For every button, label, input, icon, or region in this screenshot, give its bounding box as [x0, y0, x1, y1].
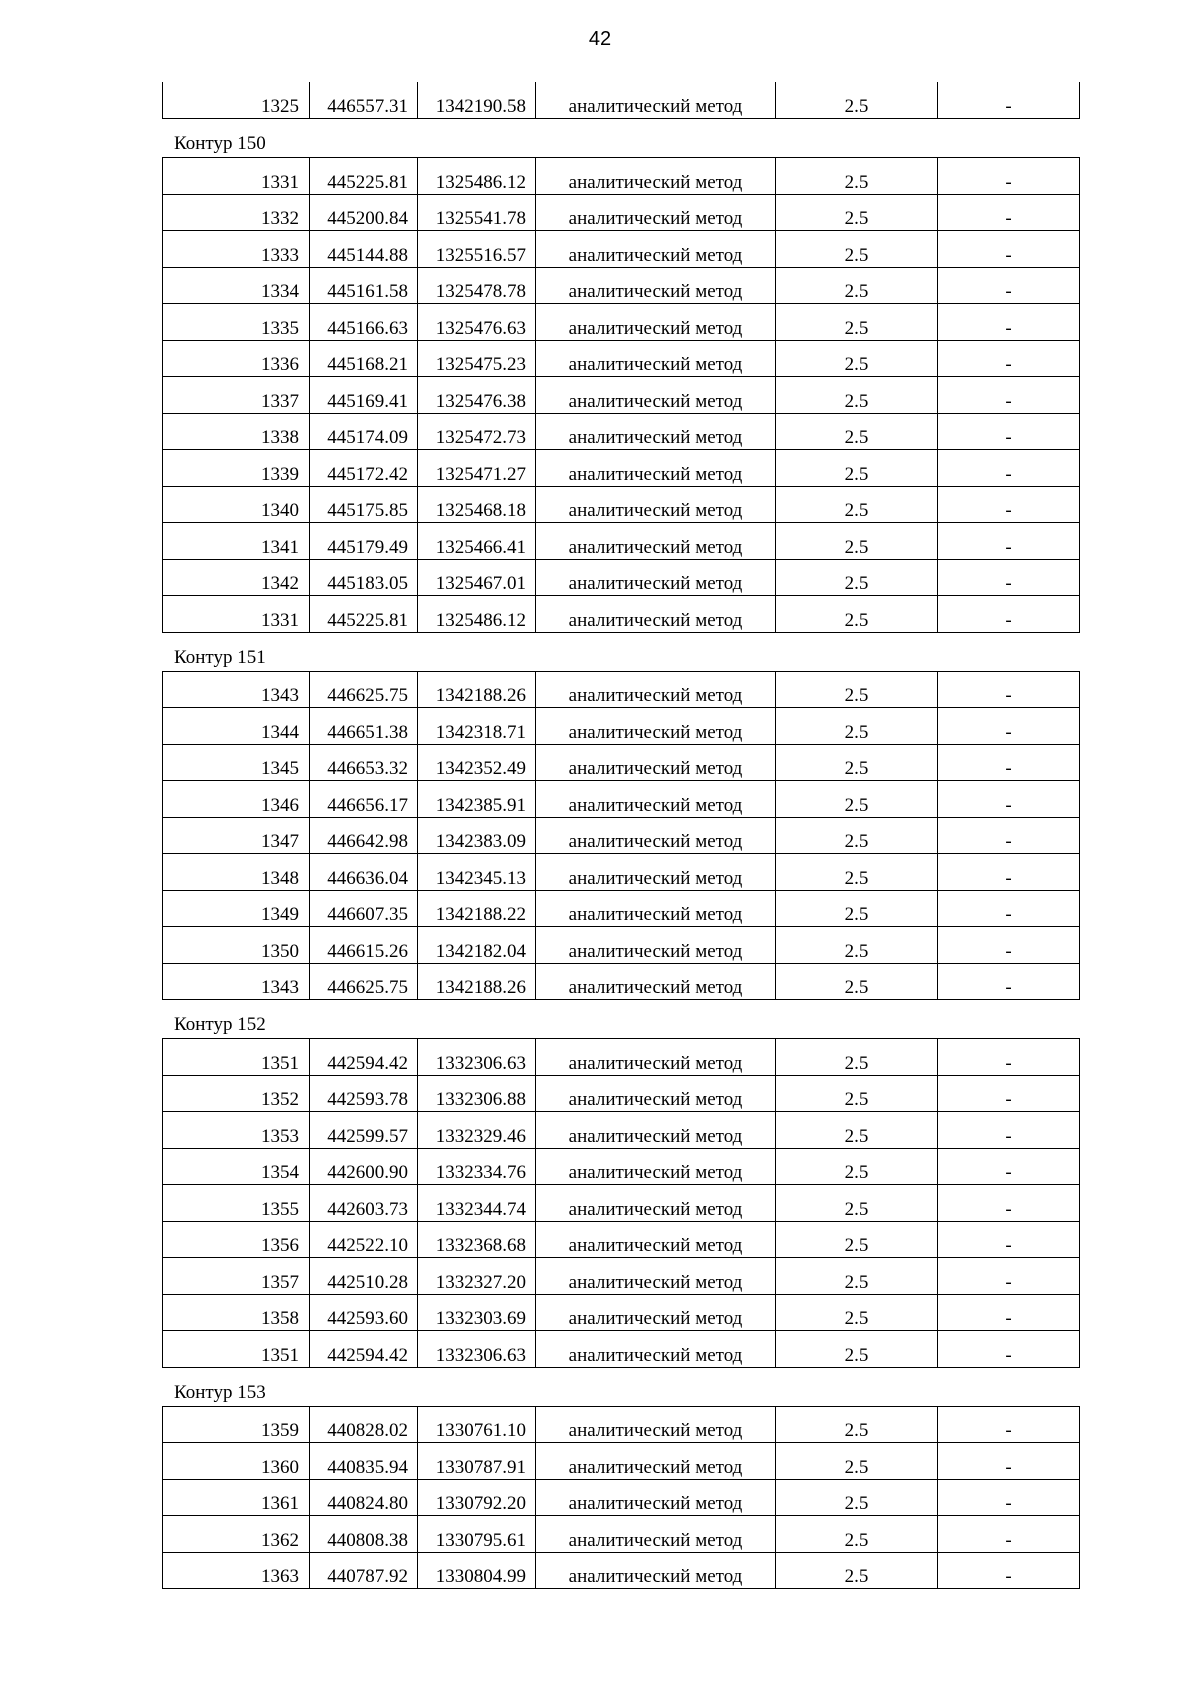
y-coordinate-cell: 1325516.57 — [418, 231, 536, 268]
extra-cell: - — [938, 158, 1080, 195]
extra-cell: - — [938, 413, 1080, 450]
accuracy-cell: 2.5 — [776, 1552, 938, 1589]
table-row — [163, 377, 1080, 414]
table-row — [163, 304, 1080, 341]
point-number-cell: 1348 — [163, 854, 310, 891]
table-row — [163, 1185, 1080, 1222]
accuracy-cell: 2.5 — [776, 1406, 938, 1443]
accuracy-cell: 2.5 — [776, 890, 938, 927]
table-row — [163, 1148, 1080, 1185]
point-number-cell: 1347 — [163, 817, 310, 854]
y-coordinate-cell: 1325468.18 — [418, 486, 536, 523]
method-cell: аналитический метод — [536, 413, 776, 450]
y-coordinate-cell: 1325478.78 — [418, 267, 536, 304]
x-coordinate-cell: 445225.81 — [310, 596, 418, 633]
accuracy-cell: 2.5 — [776, 1039, 938, 1076]
table-row — [163, 854, 1080, 891]
extra-cell: - — [938, 1039, 1080, 1076]
accuracy-cell: 2.5 — [776, 1294, 938, 1331]
extra-cell: - — [938, 267, 1080, 304]
x-coordinate-cell: 445200.84 — [310, 194, 418, 231]
x-coordinate-cell: 442510.28 — [310, 1258, 418, 1295]
y-coordinate-cell: 1325476.38 — [418, 377, 536, 414]
extra-cell: - — [938, 817, 1080, 854]
method-cell: аналитический метод — [536, 1294, 776, 1331]
y-coordinate-cell: 1325475.23 — [418, 340, 536, 377]
y-coordinate-cell: 1325467.01 — [418, 559, 536, 596]
y-coordinate-cell: 1332368.68 — [418, 1221, 536, 1258]
x-coordinate-cell: 440824.80 — [310, 1479, 418, 1516]
point-number-cell: 1344 — [163, 708, 310, 745]
extra-cell: - — [938, 1331, 1080, 1368]
point-number-cell: 1331 — [163, 596, 310, 633]
accuracy-cell: 2.5 — [776, 927, 938, 964]
method-cell: аналитический метод — [536, 1185, 776, 1222]
table-row — [163, 708, 1080, 745]
accuracy-cell: 2.5 — [776, 854, 938, 891]
x-coordinate-cell: 445172.42 — [310, 450, 418, 487]
point-number-cell: 1325 — [163, 82, 310, 119]
accuracy-cell: 2.5 — [776, 963, 938, 1000]
method-cell: аналитический метод — [536, 963, 776, 1000]
accuracy-cell: 2.5 — [776, 559, 938, 596]
contour-title: Контур 150 — [174, 133, 266, 154]
coordinates-table — [162, 1038, 1080, 1368]
extra-cell: - — [938, 781, 1080, 818]
accuracy-cell: 2.5 — [776, 781, 938, 818]
method-cell: аналитический метод — [536, 708, 776, 745]
accuracy-cell: 2.5 — [776, 523, 938, 560]
x-coordinate-cell: 442603.73 — [310, 1185, 418, 1222]
extra-cell: - — [938, 1221, 1080, 1258]
point-number-cell: 1336 — [163, 340, 310, 377]
x-coordinate-cell: 442593.78 — [310, 1075, 418, 1112]
point-number-cell: 1351 — [163, 1039, 310, 1076]
extra-cell: - — [938, 671, 1080, 708]
point-number-cell: 1350 — [163, 927, 310, 964]
accuracy-cell: 2.5 — [776, 82, 938, 119]
method-cell: аналитический метод — [536, 1406, 776, 1443]
y-coordinate-cell: 1332327.20 — [418, 1258, 536, 1295]
accuracy-cell: 2.5 — [776, 413, 938, 450]
table-row — [163, 671, 1080, 708]
y-coordinate-cell: 1342182.04 — [418, 927, 536, 964]
accuracy-cell: 2.5 — [776, 1443, 938, 1480]
accuracy-cell: 2.5 — [776, 744, 938, 781]
method-cell: аналитический метод — [536, 1516, 776, 1553]
table-row — [163, 523, 1080, 560]
point-number-cell: 1343 — [163, 963, 310, 1000]
page-number: 42 — [588, 28, 612, 50]
point-number-cell: 1361 — [163, 1479, 310, 1516]
x-coordinate-cell: 445179.49 — [310, 523, 418, 560]
extra-cell: - — [938, 963, 1080, 1000]
x-coordinate-cell: 440835.94 — [310, 1443, 418, 1480]
point-number-cell: 1338 — [163, 413, 310, 450]
table-row — [163, 781, 1080, 818]
accuracy-cell: 2.5 — [776, 194, 938, 231]
accuracy-cell: 2.5 — [776, 267, 938, 304]
table-row — [163, 890, 1080, 927]
table-row — [163, 1443, 1080, 1480]
method-cell: аналитический метод — [536, 596, 776, 633]
method-cell: аналитический метод — [536, 523, 776, 560]
y-coordinate-cell: 1332303.69 — [418, 1294, 536, 1331]
table-row — [163, 450, 1080, 487]
table-row — [163, 1406, 1080, 1443]
accuracy-cell: 2.5 — [776, 1112, 938, 1149]
extra-cell: - — [938, 744, 1080, 781]
x-coordinate-cell: 442593.60 — [310, 1294, 418, 1331]
y-coordinate-cell: 1332344.74 — [418, 1185, 536, 1222]
point-number-cell: 1342 — [163, 559, 310, 596]
contour-title: Контур 152 — [174, 1014, 266, 1035]
extra-cell: - — [938, 523, 1080, 560]
table-row — [163, 413, 1080, 450]
point-number-cell: 1351 — [163, 1331, 310, 1368]
extra-cell: - — [938, 1185, 1080, 1222]
method-cell: аналитический метод — [536, 854, 776, 891]
contour-title: Контур 151 — [174, 646, 266, 668]
extra-cell: - — [938, 927, 1080, 964]
extra-cell: - — [938, 708, 1080, 745]
y-coordinate-cell: 1342345.13 — [418, 854, 536, 891]
accuracy-cell: 2.5 — [776, 304, 938, 341]
x-coordinate-cell: 445161.58 — [310, 267, 418, 304]
contour-title: Контур 153 — [174, 1381, 266, 1403]
x-coordinate-cell: 446636.04 — [310, 854, 418, 891]
method-cell: аналитический метод — [536, 1112, 776, 1149]
table-row — [163, 1552, 1080, 1589]
table-row — [163, 1075, 1080, 1112]
table-row — [163, 927, 1080, 964]
y-coordinate-cell: 1342385.91 — [418, 781, 536, 818]
extra-cell: - — [938, 1075, 1080, 1112]
extra-cell: - — [938, 231, 1080, 268]
point-number-cell: 1358 — [163, 1294, 310, 1331]
y-coordinate-cell: 1325486.12 — [418, 596, 536, 633]
extra-cell: - — [938, 596, 1080, 633]
extra-cell: - — [938, 304, 1080, 341]
point-number-cell: 1363 — [163, 1552, 310, 1589]
method-cell: аналитический метод — [536, 927, 776, 964]
x-coordinate-cell: 445144.88 — [310, 231, 418, 268]
method-cell: аналитический метод — [536, 1331, 776, 1368]
document-body — [162, 82, 1079, 1589]
coordinates-table — [162, 1406, 1080, 1590]
table-row — [163, 158, 1080, 195]
method-cell: аналитический метод — [536, 377, 776, 414]
accuracy-cell: 2.5 — [776, 671, 938, 708]
point-number-cell: 1345 — [163, 744, 310, 781]
accuracy-cell: 2.5 — [776, 231, 938, 268]
method-cell: аналитический метод — [536, 82, 776, 119]
table-row — [163, 559, 1080, 596]
coordinates-table — [162, 157, 1080, 633]
table-row — [163, 1258, 1080, 1295]
method-cell: аналитический метод — [536, 340, 776, 377]
x-coordinate-cell: 446607.35 — [310, 890, 418, 927]
point-number-cell: 1357 — [163, 1258, 310, 1295]
x-coordinate-cell: 445169.41 — [310, 377, 418, 414]
method-cell: аналитический метод — [536, 267, 776, 304]
accuracy-cell: 2.5 — [776, 1185, 938, 1222]
y-coordinate-cell: 1325472.73 — [418, 413, 536, 450]
point-number-cell: 1356 — [163, 1221, 310, 1258]
method-cell: аналитический метод — [536, 817, 776, 854]
method-cell: аналитический метод — [536, 1479, 776, 1516]
table-row — [163, 267, 1080, 304]
point-number-cell: 1343 — [163, 671, 310, 708]
accuracy-cell: 2.5 — [776, 340, 938, 377]
y-coordinate-cell: 1325471.27 — [418, 450, 536, 487]
accuracy-cell: 2.5 — [776, 1221, 938, 1258]
y-coordinate-cell: 1342318.71 — [418, 708, 536, 745]
method-cell: аналитический метод — [536, 1258, 776, 1295]
extra-cell: - — [938, 486, 1080, 523]
table-row — [163, 596, 1080, 633]
method-cell: аналитический метод — [536, 450, 776, 487]
extra-cell: - — [938, 450, 1080, 487]
x-coordinate-cell: 445183.05 — [310, 559, 418, 596]
y-coordinate-cell: 1342383.09 — [418, 817, 536, 854]
table-row — [163, 817, 1080, 854]
point-number-cell: 1341 — [163, 523, 310, 560]
point-number-cell: 1332 — [163, 194, 310, 231]
coordinates-table — [162, 671, 1080, 1001]
y-coordinate-cell: 1332306.63 — [418, 1331, 536, 1368]
accuracy-cell: 2.5 — [776, 450, 938, 487]
table-row — [163, 1479, 1080, 1516]
accuracy-cell: 2.5 — [776, 1148, 938, 1185]
y-coordinate-cell: 1332306.88 — [418, 1075, 536, 1112]
point-number-cell: 1359 — [163, 1406, 310, 1443]
point-number-cell: 1354 — [163, 1148, 310, 1185]
y-coordinate-cell: 1342352.49 — [418, 744, 536, 781]
x-coordinate-cell: 440787.92 — [310, 1552, 418, 1589]
accuracy-cell: 2.5 — [776, 1479, 938, 1516]
y-coordinate-cell: 1325466.41 — [418, 523, 536, 560]
y-coordinate-cell: 1342188.22 — [418, 890, 536, 927]
point-number-cell: 1353 — [163, 1112, 310, 1149]
table-row — [163, 486, 1080, 523]
x-coordinate-cell: 446557.31 — [310, 82, 418, 119]
point-number-cell: 1346 — [163, 781, 310, 818]
table-row — [163, 963, 1080, 1000]
extra-cell: - — [938, 1148, 1080, 1185]
extra-cell: - — [938, 377, 1080, 414]
method-cell: аналитический метод — [536, 1039, 776, 1076]
method-cell: аналитический метод — [536, 890, 776, 927]
x-coordinate-cell: 446653.32 — [310, 744, 418, 781]
extra-cell: - — [938, 1112, 1080, 1149]
y-coordinate-cell: 1330787.91 — [418, 1443, 536, 1480]
point-number-cell: 1339 — [163, 450, 310, 487]
method-cell: аналитический метод — [536, 231, 776, 268]
x-coordinate-cell: 446642.98 — [310, 817, 418, 854]
method-cell: аналитический метод — [536, 781, 776, 818]
y-coordinate-cell: 1342188.26 — [418, 963, 536, 1000]
point-number-cell: 1349 — [163, 890, 310, 927]
point-number-cell: 1335 — [163, 304, 310, 341]
extra-cell: - — [938, 340, 1080, 377]
method-cell: аналитический метод — [536, 1148, 776, 1185]
x-coordinate-cell: 442522.10 — [310, 1221, 418, 1258]
y-coordinate-cell: 1342190.58 — [418, 82, 536, 119]
extra-cell: - — [938, 82, 1080, 119]
method-cell: аналитический метод — [536, 671, 776, 708]
y-coordinate-cell: 1330795.61 — [418, 1516, 536, 1553]
x-coordinate-cell: 446625.75 — [310, 963, 418, 1000]
extra-cell: - — [938, 194, 1080, 231]
method-cell: аналитический метод — [536, 1075, 776, 1112]
extra-cell: - — [938, 1294, 1080, 1331]
table-row — [163, 1221, 1080, 1258]
table-row — [163, 1331, 1080, 1368]
x-coordinate-cell: 445166.63 — [310, 304, 418, 341]
accuracy-cell: 2.5 — [776, 1075, 938, 1112]
method-cell: аналитический метод — [536, 744, 776, 781]
method-cell: аналитический метод — [536, 1443, 776, 1480]
y-coordinate-cell: 1332306.63 — [418, 1039, 536, 1076]
accuracy-cell: 2.5 — [776, 1258, 938, 1295]
x-coordinate-cell: 442600.90 — [310, 1148, 418, 1185]
y-coordinate-cell: 1330804.99 — [418, 1552, 536, 1589]
x-coordinate-cell: 440828.02 — [310, 1406, 418, 1443]
table-row — [163, 82, 1080, 119]
point-number-cell: 1362 — [163, 1516, 310, 1553]
table-row — [163, 194, 1080, 231]
extra-cell: - — [938, 1443, 1080, 1480]
accuracy-cell: 2.5 — [776, 158, 938, 195]
accuracy-cell: 2.5 — [776, 377, 938, 414]
y-coordinate-cell: 1330761.10 — [418, 1406, 536, 1443]
accuracy-cell: 2.5 — [776, 1331, 938, 1368]
x-coordinate-cell: 446615.26 — [310, 927, 418, 964]
point-number-cell: 1331 — [163, 158, 310, 195]
accuracy-cell: 2.5 — [776, 596, 938, 633]
method-cell: аналитический метод — [536, 559, 776, 596]
method-cell: аналитический метод — [536, 1552, 776, 1589]
method-cell: аналитический метод — [536, 194, 776, 231]
extra-cell: - — [938, 1258, 1080, 1295]
accuracy-cell: 2.5 — [776, 1516, 938, 1553]
x-coordinate-cell: 440808.38 — [310, 1516, 418, 1553]
table-row — [163, 231, 1080, 268]
x-coordinate-cell: 442594.42 — [310, 1331, 418, 1368]
extra-cell: - — [938, 1479, 1080, 1516]
method-cell: аналитический метод — [536, 158, 776, 195]
x-coordinate-cell: 445175.85 — [310, 486, 418, 523]
point-number-cell: 1337 — [163, 377, 310, 414]
table-row — [163, 1112, 1080, 1149]
point-number-cell: 1360 — [163, 1443, 310, 1480]
y-coordinate-cell: 1332334.76 — [418, 1148, 536, 1185]
extra-cell: - — [938, 1406, 1080, 1443]
y-coordinate-cell: 1330792.20 — [418, 1479, 536, 1516]
table-row — [163, 340, 1080, 377]
x-coordinate-cell: 442594.42 — [310, 1039, 418, 1076]
x-coordinate-cell: 445168.21 — [310, 340, 418, 377]
extra-cell: - — [938, 1552, 1080, 1589]
extra-cell: - — [938, 559, 1080, 596]
x-coordinate-cell: 446651.38 — [310, 708, 418, 745]
table-row — [163, 1294, 1080, 1331]
x-coordinate-cell: 442599.57 — [310, 1112, 418, 1149]
coordinates-table — [162, 82, 1080, 119]
extra-cell: - — [938, 890, 1080, 927]
y-coordinate-cell: 1325486.12 — [418, 158, 536, 195]
x-coordinate-cell: 446656.17 — [310, 781, 418, 818]
y-coordinate-cell: 1332329.46 — [418, 1112, 536, 1149]
y-coordinate-cell: 1325476.63 — [418, 304, 536, 341]
accuracy-cell: 2.5 — [776, 708, 938, 745]
point-number-cell: 1334 — [163, 267, 310, 304]
accuracy-cell: 2.5 — [776, 486, 938, 523]
point-number-cell: 1333 — [163, 231, 310, 268]
x-coordinate-cell: 446625.75 — [310, 671, 418, 708]
point-number-cell: 1340 — [163, 486, 310, 523]
x-coordinate-cell: 445225.81 — [310, 158, 418, 195]
method-cell: аналитический метод — [536, 304, 776, 341]
y-coordinate-cell: 1342188.26 — [418, 671, 536, 708]
accuracy-cell: 2.5 — [776, 817, 938, 854]
point-number-cell: 1352 — [163, 1075, 310, 1112]
table-row — [163, 1039, 1080, 1076]
method-cell: аналитический метод — [536, 1221, 776, 1258]
extra-cell: - — [938, 1516, 1080, 1553]
point-number-cell: 1355 — [163, 1185, 310, 1222]
extra-cell: - — [938, 854, 1080, 891]
y-coordinate-cell: 1325541.78 — [418, 194, 536, 231]
method-cell: аналитический метод — [536, 486, 776, 523]
table-row — [163, 744, 1080, 781]
table-row — [163, 1516, 1080, 1553]
x-coordinate-cell: 445174.09 — [310, 413, 418, 450]
